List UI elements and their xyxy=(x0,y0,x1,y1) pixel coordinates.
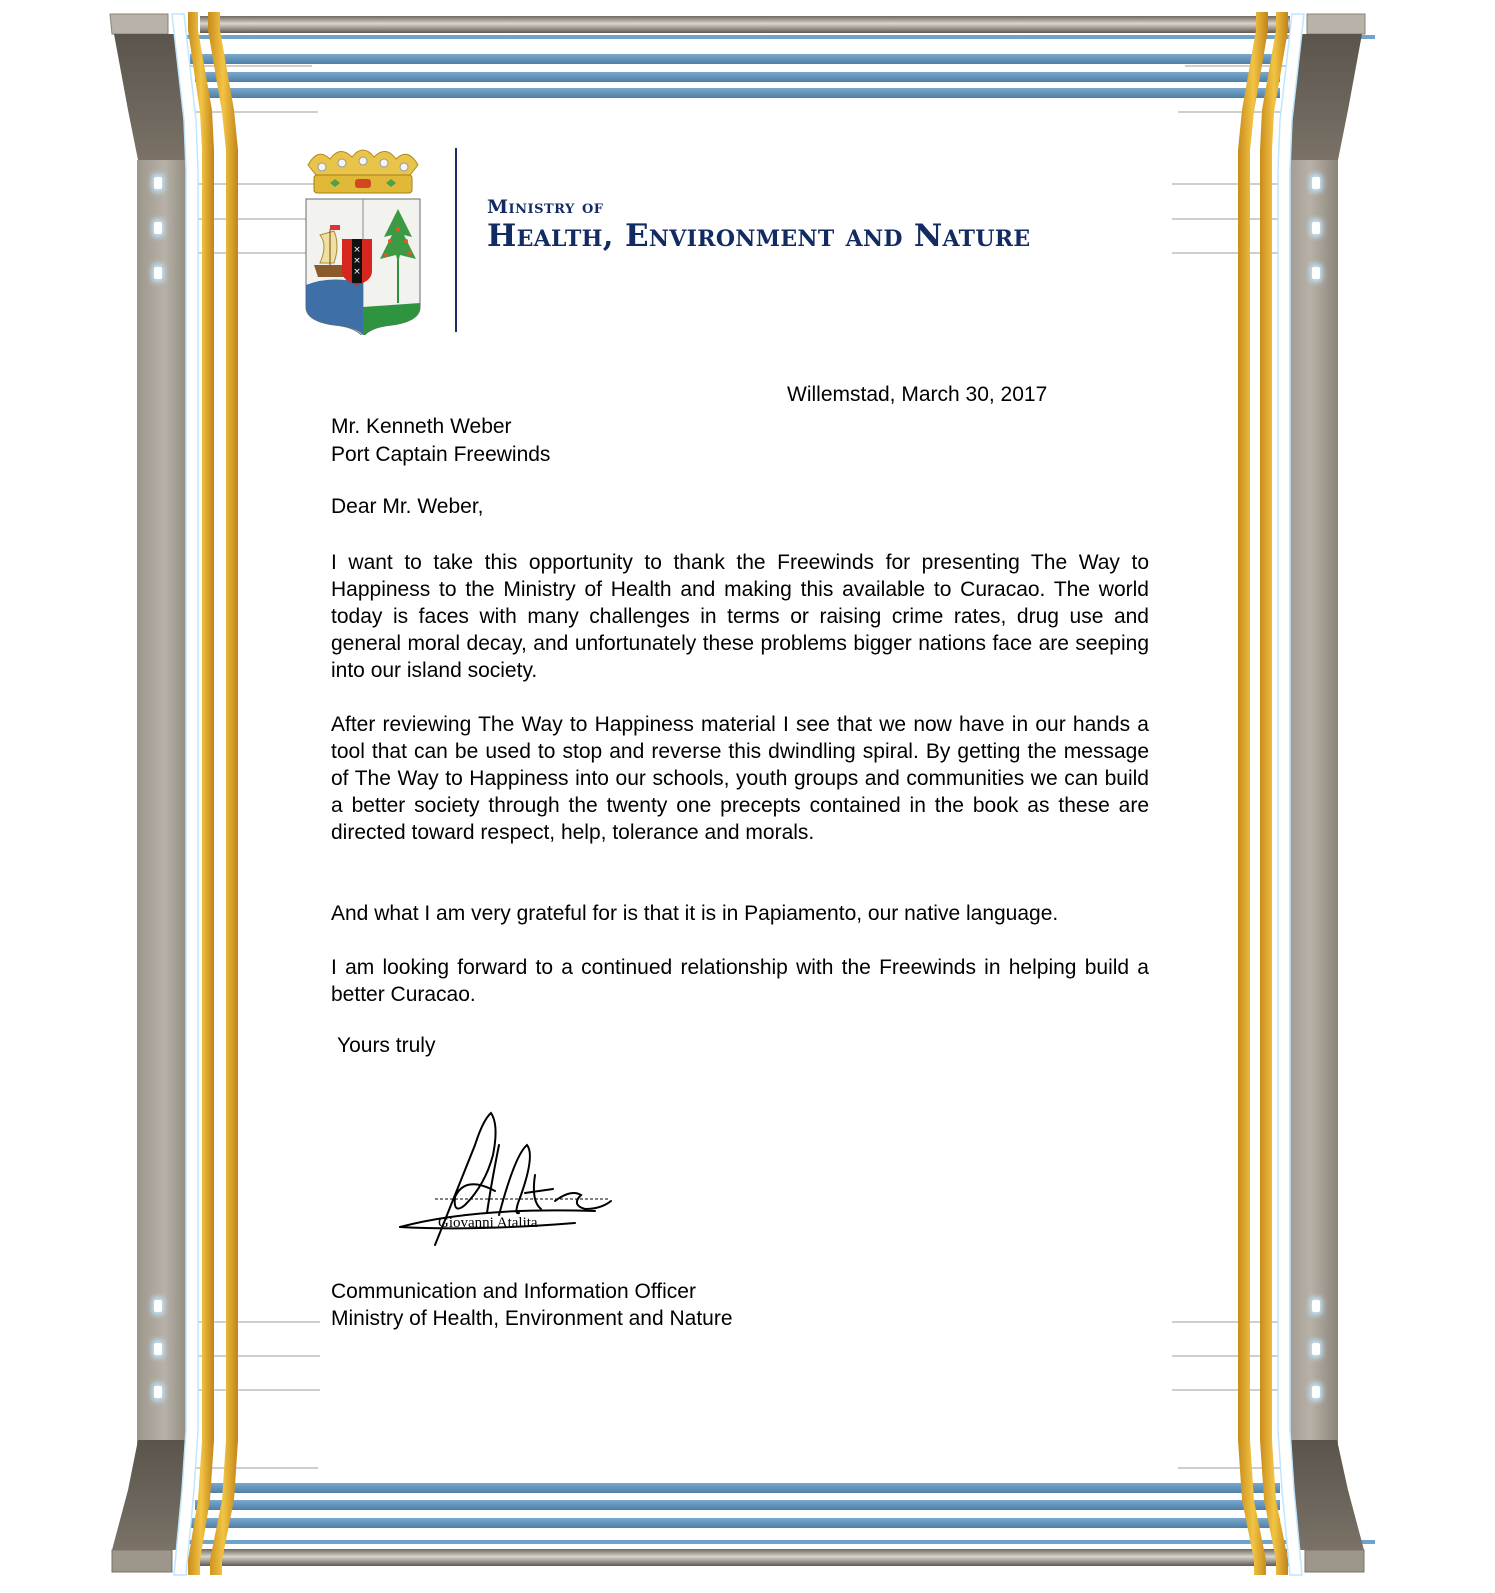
signer-title: Communication and Information Officer xyxy=(331,1280,696,1303)
ministry-name: Health, Environment and Nature xyxy=(487,218,1031,254)
top-rod xyxy=(200,16,1290,33)
handwritten-signature-icon xyxy=(395,1105,625,1255)
signature-name: Giovanni Atalita xyxy=(438,1215,538,1231)
bottom-blue-bar xyxy=(195,1500,1280,1510)
top-blue-bar xyxy=(190,54,1280,64)
paragraph: And what I am very grateful for is that it is in Papiamento, our native language. xyxy=(331,902,1059,925)
top-blue-bar xyxy=(195,72,1280,82)
bottom-blue-bar xyxy=(200,1483,1280,1493)
right-pillar-body xyxy=(1283,160,1338,1450)
left-pillar-top xyxy=(110,14,168,34)
recipient-name: Mr. Kenneth Weber xyxy=(331,415,512,438)
paragraph: I am looking forward to a continued relationship with the Freewinds in helping build a better Curacao. xyxy=(331,956,1149,1006)
top-blue-line xyxy=(115,35,1375,39)
right-pillar-top xyxy=(1307,14,1365,34)
top-blue-bar xyxy=(200,88,1280,98)
letterhead xyxy=(300,140,1160,340)
salutation: Dear Mr. Weber, xyxy=(331,495,484,518)
signer-block xyxy=(331,1278,733,1332)
closing: Yours truly xyxy=(337,1034,436,1057)
svg-text:×: × xyxy=(353,267,361,277)
bottom-blue-bar xyxy=(190,1518,1280,1528)
left-pillar-base xyxy=(112,1550,172,1572)
paragraph: I want to take this opportunity to thank the Freewinds for presenting The Way to Happiness to the Ministry of Health and making this available to Curacao. The world today is faces with many challenges in terms or raising crime rates, drug use and general moral decay, and unfortunately these problems bigger nations face are seeping into our island society. xyxy=(331,551,1149,682)
recipient-block xyxy=(331,413,550,469)
place-date: Willemstad, March 30, 2017 xyxy=(787,383,1048,406)
svg-text:×: × xyxy=(353,256,361,266)
bottom-blue-line xyxy=(115,1540,1375,1544)
signer-organization: Ministry of Health, Environment and Nature xyxy=(331,1307,733,1330)
right-pillar-base xyxy=(1305,1550,1364,1572)
left-pillar-body xyxy=(137,160,192,1450)
bottom-rod xyxy=(200,1549,1290,1566)
paragraph: After reviewing The Way to Happiness material I see that we now have in our hands a tool that can be used to stop and reverse this dwindling spiral. By getting the message of The Way to Happiness into our schools, youth groups and communities we can build a better society through the twenty one precepts contained in the book as these are directed toward respect, help, tolerance and morals. xyxy=(331,713,1149,844)
recipient-title: Port Captain Freewinds xyxy=(331,443,551,466)
coat-of-arms-icon xyxy=(300,145,426,335)
svg-text:×: × xyxy=(353,245,361,255)
letterhead-divider xyxy=(455,148,457,332)
ministry-prefix: Ministry of xyxy=(487,196,604,218)
